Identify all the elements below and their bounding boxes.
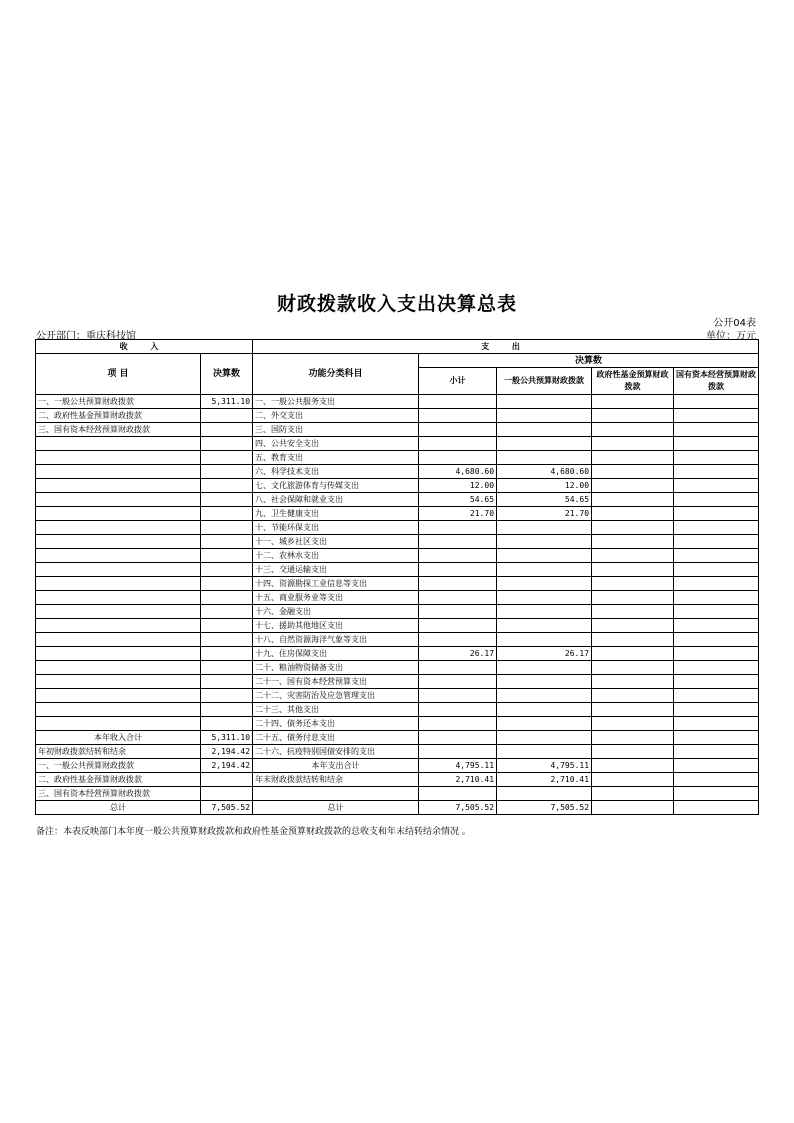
table-row bbox=[36, 437, 759, 451]
fund-budget-cell bbox=[592, 395, 674, 409]
fund-budget-cell bbox=[592, 759, 674, 773]
subtotal-cell: 21.70 bbox=[419, 507, 497, 521]
income-amount-cell: 2,194.42 bbox=[201, 759, 253, 773]
general-header: 一般公共预算财政拨款 bbox=[497, 368, 592, 395]
income-item-cell: 二、政府性基金预算财政拨款 bbox=[36, 773, 201, 787]
subtotal-cell bbox=[419, 605, 497, 619]
general-budget-cell: 26.17 bbox=[497, 647, 592, 661]
fund-header: 政府性基金预算财政拨款 bbox=[592, 368, 674, 395]
state-budget-cell bbox=[674, 563, 759, 577]
state-budget-cell bbox=[674, 745, 759, 759]
expense-item-cell: 十六、金融支出 bbox=[253, 605, 419, 619]
expense-item-cell: 十七、援助其他地区支出 bbox=[253, 619, 419, 633]
income-item-cell bbox=[36, 465, 201, 479]
general-budget-cell bbox=[497, 423, 592, 437]
income-item-cell bbox=[36, 717, 201, 731]
table-row bbox=[36, 703, 759, 717]
general-budget-cell bbox=[497, 521, 592, 535]
general-budget-cell bbox=[497, 703, 592, 717]
general-budget-cell bbox=[497, 661, 592, 675]
general-budget-cell bbox=[497, 409, 592, 423]
income-item-cell bbox=[36, 535, 201, 549]
state-budget-cell bbox=[674, 409, 759, 423]
general-budget-cell: 54.65 bbox=[497, 493, 592, 507]
subtotal-cell: 4,680.60 bbox=[419, 465, 497, 479]
fund-budget-cell bbox=[592, 619, 674, 633]
income-item-cell: 三、国有资本经营预算财政拨款 bbox=[36, 787, 201, 801]
fund-budget-cell bbox=[592, 675, 674, 689]
income-amount-cell bbox=[201, 493, 253, 507]
income-item-cell bbox=[36, 479, 201, 493]
general-budget-cell bbox=[497, 451, 592, 465]
fund-budget-cell bbox=[592, 521, 674, 535]
expense-item-cell: 十二、农林水支出 bbox=[253, 549, 419, 563]
fund-budget-cell bbox=[592, 633, 674, 647]
table-row bbox=[36, 563, 759, 577]
table-row bbox=[36, 409, 759, 423]
state-budget-cell bbox=[674, 759, 759, 773]
fund-budget-cell bbox=[592, 591, 674, 605]
expense-item-cell: 二、外交支出 bbox=[253, 409, 419, 423]
footnote: 备注：本表反映部门本年度一般公共预算财政拨款和政府性基金预算财政拨款的总收支和年末结转结余情况 。 bbox=[36, 827, 471, 837]
income-item-cell bbox=[36, 675, 201, 689]
fund-budget-cell bbox=[592, 437, 674, 451]
general-budget-cell bbox=[497, 633, 592, 647]
expense-item-cell: 二十三、其他支出 bbox=[253, 703, 419, 717]
subtotal-cell bbox=[419, 703, 497, 717]
table-row bbox=[36, 479, 759, 493]
table-row bbox=[36, 731, 759, 745]
table-row bbox=[36, 395, 759, 409]
fund-budget-cell bbox=[592, 731, 674, 745]
income-amount-cell: 5,311.10 bbox=[201, 395, 253, 409]
subtotal-cell bbox=[419, 731, 497, 745]
income-amount-cell bbox=[201, 605, 253, 619]
fund-budget-cell bbox=[592, 465, 674, 479]
fund-budget-cell bbox=[592, 451, 674, 465]
expense-item-cell: 十三、交通运输支出 bbox=[253, 563, 419, 577]
state-budget-cell bbox=[674, 521, 759, 535]
subtotal-cell bbox=[419, 619, 497, 633]
state-budget-cell bbox=[674, 675, 759, 689]
income-amount-cell bbox=[201, 703, 253, 717]
general-budget-cell bbox=[497, 437, 592, 451]
expense-item-cell: 本年支出合计 bbox=[253, 759, 419, 773]
expense-item-cell: 六、科学技术支出 bbox=[253, 465, 419, 479]
subtotal-cell: 2,710.41 bbox=[419, 773, 497, 787]
summary-table bbox=[35, 339, 759, 815]
table-row bbox=[36, 759, 759, 773]
state-budget-cell bbox=[674, 493, 759, 507]
general-budget-cell: 4,795.11 bbox=[497, 759, 592, 773]
income-amount-cell bbox=[201, 619, 253, 633]
state-budget-cell bbox=[674, 423, 759, 437]
subtotal-cell bbox=[419, 423, 497, 437]
fund-budget-cell bbox=[592, 745, 674, 759]
fund-budget-cell bbox=[592, 493, 674, 507]
table-row bbox=[36, 591, 759, 605]
state-budget-cell bbox=[674, 605, 759, 619]
general-budget-cell bbox=[497, 535, 592, 549]
subtotal-cell bbox=[419, 395, 497, 409]
income-item-cell: 本年收入合计 bbox=[36, 731, 201, 745]
general-budget-cell bbox=[497, 577, 592, 591]
table-row bbox=[36, 801, 759, 815]
income-item-cell: 一、一般公共预算财政拨款 bbox=[36, 759, 201, 773]
fund-budget-cell bbox=[592, 647, 674, 661]
table-row bbox=[36, 605, 759, 619]
subtotal-cell bbox=[419, 577, 497, 591]
subtotal-cell: 26.17 bbox=[419, 647, 497, 661]
subtotal-cell bbox=[419, 521, 497, 535]
subtotal-cell bbox=[419, 591, 497, 605]
income-item-cell: 一、一般公共预算财政拨款 bbox=[36, 395, 201, 409]
fund-budget-cell bbox=[592, 535, 674, 549]
general-budget-cell bbox=[497, 745, 592, 759]
state-header: 国有资本经营预算财政拨款 bbox=[674, 368, 759, 395]
expense-item-cell: 一、一般公共服务支出 bbox=[253, 395, 419, 409]
department-label: 公开部门：重庆科技馆 bbox=[36, 331, 136, 342]
table-row bbox=[36, 647, 759, 661]
state-budget-cell bbox=[674, 395, 759, 409]
income-amount-cell bbox=[201, 549, 253, 563]
expense-item-cell: 十九、住房保障支出 bbox=[253, 647, 419, 661]
general-budget-cell bbox=[497, 717, 592, 731]
general-budget-cell bbox=[497, 395, 592, 409]
general-budget-cell: 4,680.60 bbox=[497, 465, 592, 479]
table-row bbox=[36, 465, 759, 479]
fund-budget-cell bbox=[592, 605, 674, 619]
state-budget-cell bbox=[674, 717, 759, 731]
fund-budget-cell bbox=[592, 409, 674, 423]
income-amount-cell bbox=[201, 591, 253, 605]
income-amount-cell bbox=[201, 675, 253, 689]
income-amount-cell bbox=[201, 423, 253, 437]
subtotal-cell bbox=[419, 787, 497, 801]
income-item-cell: 总计 bbox=[36, 801, 201, 815]
income-amount-cell: 2,194.42 bbox=[201, 745, 253, 759]
expense-item-cell: 三、国防支出 bbox=[253, 423, 419, 437]
expense-item-cell: 十八、自然资源海洋气象等支出 bbox=[253, 633, 419, 647]
fund-budget-cell bbox=[592, 577, 674, 591]
subtotal-cell bbox=[419, 549, 497, 563]
subtotal-cell bbox=[419, 535, 497, 549]
income-item-cell bbox=[36, 661, 201, 675]
state-budget-cell bbox=[674, 507, 759, 521]
general-budget-cell: 7,505.52 bbox=[497, 801, 592, 815]
fund-budget-cell bbox=[592, 773, 674, 787]
state-budget-cell bbox=[674, 479, 759, 493]
state-budget-cell bbox=[674, 437, 759, 451]
income-item-cell bbox=[36, 605, 201, 619]
income-amount-cell bbox=[201, 577, 253, 591]
table-row bbox=[36, 535, 759, 549]
expense-item-cell: 二十六、抗疫特别国债安排的支出 bbox=[253, 745, 419, 759]
fund-budget-cell bbox=[592, 549, 674, 563]
subtotal-header: 小计 bbox=[419, 368, 497, 395]
expense-item-cell: 五、教育支出 bbox=[253, 451, 419, 465]
general-budget-cell bbox=[497, 563, 592, 577]
income-amount-cell bbox=[201, 773, 253, 787]
state-budget-cell bbox=[674, 633, 759, 647]
func-header: 功能分类科目 bbox=[253, 354, 419, 395]
subtotal-cell bbox=[419, 451, 497, 465]
state-budget-cell bbox=[674, 647, 759, 661]
income-amount-cell bbox=[201, 563, 253, 577]
subtotal-cell bbox=[419, 661, 497, 675]
state-budget-cell bbox=[674, 773, 759, 787]
table-row bbox=[36, 689, 759, 703]
income-item-cell bbox=[36, 619, 201, 633]
general-budget-cell bbox=[497, 689, 592, 703]
income-header: 收 入 bbox=[36, 340, 253, 354]
subtotal-cell bbox=[419, 409, 497, 423]
subtotal-cell bbox=[419, 745, 497, 759]
income-item-cell bbox=[36, 493, 201, 507]
general-budget-cell bbox=[497, 549, 592, 563]
subtotal-cell bbox=[419, 437, 497, 451]
expense-item-cell: 二十四、债务还本支出 bbox=[253, 717, 419, 731]
income-item-cell bbox=[36, 549, 201, 563]
subtotal-cell bbox=[419, 689, 497, 703]
subtotal-cell bbox=[419, 563, 497, 577]
table-row bbox=[36, 549, 759, 563]
state-budget-cell bbox=[674, 451, 759, 465]
subtotal-cell bbox=[419, 675, 497, 689]
expense-item-cell: 二十、粮油物资储备支出 bbox=[253, 661, 419, 675]
table-row bbox=[36, 577, 759, 591]
expense-item-cell: 八、社会保障和就业支出 bbox=[253, 493, 419, 507]
fund-budget-cell bbox=[592, 787, 674, 801]
table-row bbox=[36, 521, 759, 535]
income-amount-cell bbox=[201, 535, 253, 549]
table-row bbox=[36, 745, 759, 759]
item-header: 项 目 bbox=[36, 354, 201, 395]
income-item-cell: 三、国有资本经营预算财政拨款 bbox=[36, 423, 201, 437]
general-budget-cell: 12.00 bbox=[497, 479, 592, 493]
fund-budget-cell bbox=[592, 423, 674, 437]
income-amount-cell bbox=[201, 507, 253, 521]
amount-header: 决算数 bbox=[201, 354, 253, 395]
table-row bbox=[36, 493, 759, 507]
general-budget-cell bbox=[497, 591, 592, 605]
income-item-cell bbox=[36, 563, 201, 577]
income-item-cell bbox=[36, 647, 201, 661]
income-item-cell bbox=[36, 633, 201, 647]
expense-item-cell: 年末财政拨款结转和结余 bbox=[253, 773, 419, 787]
table-row bbox=[36, 717, 759, 731]
income-amount-cell bbox=[201, 689, 253, 703]
expense-item-cell: 二十二、灾害防治及应急管理支出 bbox=[253, 689, 419, 703]
expense-item-cell: 四、公共安全支出 bbox=[253, 437, 419, 451]
table-row bbox=[36, 619, 759, 633]
state-budget-cell bbox=[674, 535, 759, 549]
income-amount-cell bbox=[201, 465, 253, 479]
state-budget-cell bbox=[674, 703, 759, 717]
state-budget-cell bbox=[674, 577, 759, 591]
fund-budget-cell bbox=[592, 563, 674, 577]
expense-item-cell: 九、卫生健康支出 bbox=[253, 507, 419, 521]
state-budget-cell bbox=[674, 591, 759, 605]
general-budget-cell bbox=[497, 675, 592, 689]
income-amount-cell bbox=[201, 479, 253, 493]
fund-budget-cell bbox=[592, 801, 674, 815]
state-budget-cell bbox=[674, 689, 759, 703]
income-amount-cell bbox=[201, 451, 253, 465]
fund-budget-cell bbox=[592, 717, 674, 731]
income-item-cell: 二、政府性基金预算财政拨款 bbox=[36, 409, 201, 423]
income-amount-cell: 7,505.52 bbox=[201, 801, 253, 815]
table-row bbox=[36, 633, 759, 647]
expense-header: 支 出 bbox=[253, 340, 759, 354]
income-item-cell bbox=[36, 437, 201, 451]
income-amount-cell bbox=[201, 717, 253, 731]
form-number: 公开04表 bbox=[713, 318, 756, 329]
subtotal-cell: 7,505.52 bbox=[419, 801, 497, 815]
fund-budget-cell bbox=[592, 689, 674, 703]
expense-item-cell: 十、节能环保支出 bbox=[253, 521, 419, 535]
subtotal-cell bbox=[419, 717, 497, 731]
income-item-cell bbox=[36, 577, 201, 591]
fund-budget-cell bbox=[592, 703, 674, 717]
income-item-cell bbox=[36, 521, 201, 535]
income-item-cell bbox=[36, 451, 201, 465]
fund-budget-cell bbox=[592, 661, 674, 675]
expense-item-cell: 七、文化旅游体育与传媒支出 bbox=[253, 479, 419, 493]
expense-item-cell: 十四、资源勘探工业信息等支出 bbox=[253, 577, 419, 591]
page-title: 财政拨款收入支出决算总表 bbox=[276, 293, 517, 315]
income-amount-cell bbox=[201, 661, 253, 675]
income-amount-cell bbox=[201, 521, 253, 535]
general-budget-cell bbox=[497, 605, 592, 619]
table-row bbox=[36, 507, 759, 521]
table-row bbox=[36, 423, 759, 437]
table-row bbox=[36, 787, 759, 801]
table-row bbox=[36, 675, 759, 689]
state-budget-cell bbox=[674, 465, 759, 479]
income-amount-cell bbox=[201, 787, 253, 801]
state-budget-cell bbox=[674, 549, 759, 563]
general-budget-cell bbox=[497, 731, 592, 745]
state-budget-cell bbox=[674, 801, 759, 815]
income-item-cell: 年初财政拨款结转和结余 bbox=[36, 745, 201, 759]
subtotal-cell: 4,795.11 bbox=[419, 759, 497, 773]
table-row bbox=[36, 451, 759, 465]
income-item-cell bbox=[36, 507, 201, 521]
general-budget-cell: 2,710.41 bbox=[497, 773, 592, 787]
expense-item-cell: 总计 bbox=[253, 801, 419, 815]
general-budget-cell bbox=[497, 619, 592, 633]
expense-item-cell bbox=[253, 787, 419, 801]
unit-label: 单位：万元 bbox=[706, 331, 756, 342]
subtotal-cell bbox=[419, 633, 497, 647]
state-budget-cell bbox=[674, 787, 759, 801]
income-item-cell bbox=[36, 689, 201, 703]
subtotal-cell: 12.00 bbox=[419, 479, 497, 493]
income-amount-cell bbox=[201, 633, 253, 647]
general-budget-cell: 21.70 bbox=[497, 507, 592, 521]
expense-item-cell: 十五、商业服务业等支出 bbox=[253, 591, 419, 605]
budget-header: 决算数 bbox=[419, 354, 759, 368]
state-budget-cell bbox=[674, 731, 759, 745]
fund-budget-cell bbox=[592, 479, 674, 493]
general-budget-cell bbox=[497, 787, 592, 801]
income-item-cell bbox=[36, 591, 201, 605]
table-row bbox=[36, 773, 759, 787]
state-budget-cell bbox=[674, 619, 759, 633]
expense-item-cell: 二十五、债务付息支出 bbox=[253, 731, 419, 745]
subtotal-cell: 54.65 bbox=[419, 493, 497, 507]
fund-budget-cell bbox=[592, 507, 674, 521]
income-item-cell bbox=[36, 703, 201, 717]
income-amount-cell: 5,311.10 bbox=[201, 731, 253, 745]
income-amount-cell bbox=[201, 409, 253, 423]
expense-item-cell: 二十一、国有资本经营预算支出 bbox=[253, 675, 419, 689]
state-budget-cell bbox=[674, 661, 759, 675]
income-amount-cell bbox=[201, 647, 253, 661]
table-row bbox=[36, 661, 759, 675]
expense-item-cell: 十一、城乡社区支出 bbox=[253, 535, 419, 549]
income-amount-cell bbox=[201, 437, 253, 451]
